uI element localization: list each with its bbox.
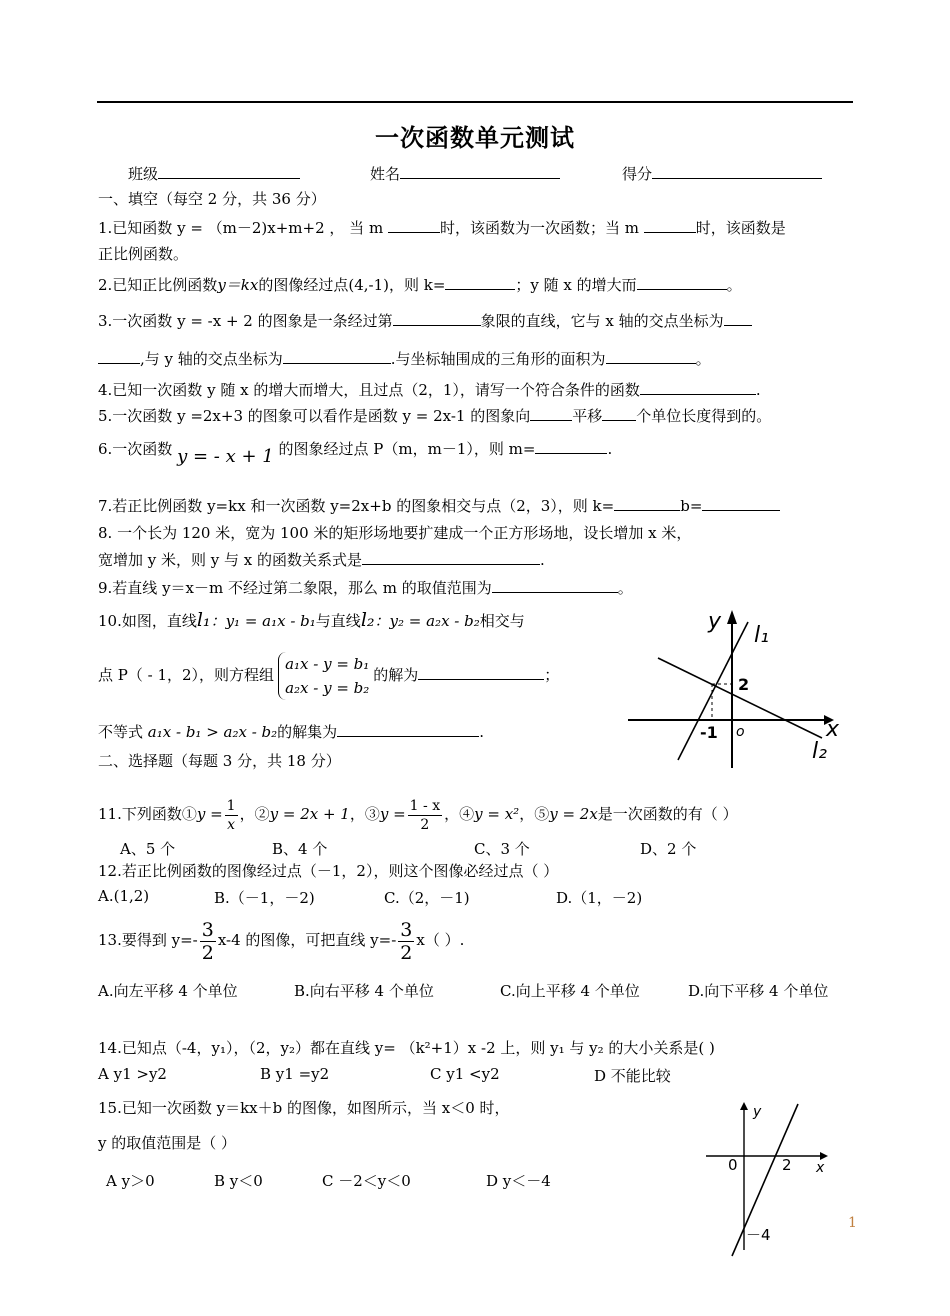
q14-option-b[interactable]: B y1 =y2 [260, 1065, 330, 1083]
q14-option-a[interactable]: A y1 >y2 [98, 1065, 167, 1083]
section-choice-heading: 二、选择题（每题 3 分，共 18 分） [98, 752, 341, 770]
q7-blank-k[interactable] [614, 494, 680, 511]
name-label: 姓名 [370, 165, 401, 183]
q10-blank-solution[interactable] [418, 663, 544, 680]
frac3-denominator: 2 [420, 816, 430, 833]
q13-option-d[interactable]: D.向下平移 4 个单位 [688, 982, 829, 1000]
q11-formula-5: y = 2x [549, 805, 598, 823]
frac1-denominator: x [227, 816, 236, 833]
frac3-numerator: 1 - x [409, 797, 441, 814]
name-field [370, 162, 560, 184]
q3-blank-area[interactable] [606, 347, 696, 364]
q13-option-b[interactable]: B.向右平移 4 个单位 [294, 982, 434, 1000]
q8-text-c: . [540, 551, 545, 569]
q4-blank[interactable] [640, 378, 756, 395]
fig1-tick-neg1: -1 [700, 723, 718, 742]
q11-option-d[interactable]: D、2 个 [640, 840, 697, 858]
q10-formula-1: ：y₁ = a₁x - b₁ [210, 612, 316, 630]
question-7 [98, 494, 780, 517]
fig1-y-arrow [727, 610, 737, 624]
q11-text-g: 是一次函数的有（ ） [597, 805, 738, 823]
q1-text-c: 时，该函数是 [695, 219, 786, 237]
top-rule [97, 101, 853, 103]
q6-formula: y = - x + 1 [177, 446, 274, 467]
fig2-x-intercept-label: 2 [782, 1156, 792, 1174]
class-label: 班级 [128, 165, 159, 183]
q10-text-b: 相交与 [479, 612, 525, 630]
q3-blank-x-intercept-b[interactable] [98, 347, 140, 364]
q15-option-c[interactable]: C －2＜y＜0 [322, 1172, 411, 1190]
q9-text-b: 。 [617, 579, 633, 597]
fig2-x-label: x [816, 1160, 825, 1176]
q11-option-c[interactable]: C、3 个 [474, 840, 530, 858]
q5-text-a: 5.一次函数 y =2x+3 的图象可以看作是函数 y = 2x-1 的图象向 [98, 407, 531, 425]
question-5 [98, 404, 771, 427]
q13-text-c: x（ ）. [416, 931, 465, 949]
q3-text-d: .与坐标轴围成的三角形的面积为 [390, 350, 606, 368]
figure-q15-line [702, 1098, 837, 1258]
q3-blank-quadrants[interactable] [393, 309, 481, 326]
q15-text-a: 15.已知一次函数 y＝kx＋b 的图像，如图所示，当 x＜0 时， [98, 1099, 510, 1117]
q3-blank-x-intercept-a[interactable] [724, 309, 752, 326]
section-fill-blank-heading: 一、填空（每空 2 分，共 36 分） [98, 190, 326, 208]
question-6 [98, 437, 613, 467]
q12-option-c[interactable]: C.（2，－1) [384, 889, 470, 907]
q12-text: 12.若正比例函数的图像经过点（－1，2），则这个图像必经过点（ ） [98, 862, 559, 880]
q5-blank-direction[interactable] [530, 404, 572, 421]
frac13a-numerator: 3 [201, 918, 214, 941]
question-1 [98, 216, 786, 239]
class-field [128, 162, 300, 184]
q6-text-a: 6.一次函数 [98, 440, 173, 458]
q10-text-e: ； [544, 666, 560, 684]
score-blank[interactable] [652, 162, 822, 179]
fig2-origin-label: 0 [728, 1156, 738, 1174]
q13-text-b: x-4 的图像，可把直线 y=- [217, 931, 397, 949]
fraction-3-over-2-a [200, 919, 216, 964]
question-9 [98, 576, 633, 599]
fraction-1-minus-x-over-2 [408, 797, 442, 834]
q11-text-a: 11.下列函数① [98, 805, 197, 823]
q14-text: 14.已知点（-4，y₁），（2，y₂）都在直线 y= （k²+1）x -2 上，则 y₁ 与 y₂ 的大小关系是( ) [98, 1039, 715, 1057]
q11-option-a[interactable]: A、5 个 [120, 840, 176, 858]
q1-text-d: 正比例函数。 [98, 245, 189, 263]
frac13b-denominator: 2 [400, 941, 413, 964]
fig2-y-intercept-label: －4 [746, 1226, 771, 1244]
question-8-cont [98, 548, 545, 571]
q11-option-b[interactable]: B、4 个 [272, 840, 328, 858]
q5-text-b: 平移 [572, 407, 603, 425]
figure-intersecting-lines [628, 600, 850, 770]
fig1-l2-label: l₂ [812, 739, 827, 764]
q10-line-l2: l₂ [360, 609, 375, 631]
q1-blank-2[interactable] [644, 216, 696, 233]
score-label: 得分 [622, 165, 653, 183]
question-11 [98, 794, 738, 834]
frac1-numerator: 1 [226, 797, 236, 814]
q13-option-c[interactable]: C.向上平移 4 个单位 [500, 982, 640, 1000]
fraction-3-over-2-b [398, 919, 414, 964]
q2-text-b: 的图像经过点(4,-1)，则 k= [258, 276, 446, 294]
fig2-x-arrow [820, 1152, 828, 1160]
q11-y-1: y = [196, 805, 223, 823]
q2-text-c: ；y 随 x 的增大而 [515, 276, 637, 294]
q15-option-b[interactable]: B y＜0 [214, 1172, 263, 1190]
q11-y-3: y = [379, 805, 406, 823]
q2-text-d: 。 [726, 276, 742, 294]
question-3 [98, 309, 752, 332]
q11-text-c: ，③ [349, 805, 380, 823]
question-4 [98, 378, 761, 401]
q10-text-d: 的解为 [373, 666, 419, 684]
q7-text-a: 7.若正比例函数 y=kx 和一次函数 y=2x+b 的图象相交与点（2，3），则 k= [98, 497, 615, 515]
question-10 [98, 609, 525, 632]
equation-2: a₂x - y = b₂ [285, 679, 370, 697]
q6-blank[interactable] [535, 437, 607, 454]
class-blank[interactable] [158, 162, 300, 179]
fig1-x-label: x [826, 717, 840, 742]
q5-blank-units[interactable] [602, 404, 636, 421]
q8-text-b: 宽增加 y 米，则 y 与 x 的函数关系式是 [98, 551, 363, 569]
q3-text-c: ,与 y 轴的交点坐标为 [140, 350, 283, 368]
q1-text-b: 时，该函数为一次函数；当 m [439, 219, 639, 237]
score-field [622, 162, 822, 184]
q8-blank[interactable] [362, 548, 540, 565]
question-3-cont [98, 347, 711, 370]
q9-blank[interactable] [492, 576, 618, 593]
q13-text-a: 13.要得到 y=- [98, 931, 198, 949]
frac13a-denominator: 2 [201, 941, 214, 964]
q10-formula-2: ：y₂ = a₂x - b₂ [374, 612, 480, 630]
q3-text-e: 。 [695, 350, 711, 368]
q4-text: 4.已知一次函数 y 随 x 的增大而增大，且过点（2，1），请写一个符合条件的函数 [98, 381, 640, 399]
q2-blank-trend[interactable] [637, 273, 727, 290]
page-title: 一次函数单元测试 [375, 123, 575, 152]
q7-blank-b[interactable] [702, 494, 780, 511]
fig1-tick-2: 2 [738, 675, 750, 694]
q1-text-a: 1.已知函数 y = （m－2)x+m+2 ， 当 m [98, 219, 384, 237]
q10-text-c: 点 P（ - 1，2），则方程组 [98, 666, 275, 684]
q12-option-d[interactable]: D.（1，－2) [556, 889, 643, 907]
q13-option-a[interactable]: A.向左平移 4 个单位 [98, 982, 238, 1000]
q11-formula-2: y = 2x + 1 [269, 805, 350, 823]
q12-option-b[interactable]: B.（－1，－2) [214, 889, 315, 907]
question-10-inequality [98, 720, 484, 743]
q6-text-c: . [607, 440, 613, 458]
q10-text-i: . [479, 723, 484, 741]
q11-text-e: ，⑤ [519, 805, 550, 823]
q12-option-a[interactable]: A.(1,2) [98, 887, 150, 905]
q10-line-l1: l₁ [196, 609, 211, 631]
q15-option-a[interactable]: A y＞0 [106, 1172, 155, 1190]
fig1-l1-label: l₁ [754, 623, 769, 648]
q10-text-m: 与直线 [315, 612, 361, 630]
q11-text-d: ，④ [444, 805, 475, 823]
q11-formula-4: y = x² [474, 805, 520, 823]
q10-text-g: 不等式 [98, 723, 144, 741]
q10-blank-inequality[interactable] [337, 720, 479, 737]
question-13 [98, 918, 464, 964]
q10-inequality: a₁x - b₁ > a₂x - b₂ [147, 723, 278, 741]
q2-formula: y＝kx [217, 276, 259, 294]
fig1-origin-label: o [736, 724, 745, 740]
frac13b-numerator: 3 [400, 918, 413, 941]
q15-text-b: y 的取值范围是（ ） [98, 1134, 237, 1152]
q10-text-a: 10.如图，直线 [98, 612, 197, 630]
question-2 [98, 273, 742, 296]
q9-text-a: 9.若直线 y＝x－m 不经过第二象限，那么 m 的取值范围为 [98, 579, 492, 597]
fig1-y-label: y [708, 609, 722, 634]
q10-text-h: 的解集为 [277, 723, 338, 741]
equation-1: a₁x - y = b₁ [285, 655, 370, 673]
q14-option-d[interactable]: D 不能比较 [594, 1067, 671, 1085]
q2-blank-k[interactable] [445, 273, 515, 290]
q15-option-d[interactable]: D y＜－4 [486, 1172, 551, 1190]
page-number: 1 [848, 1215, 857, 1231]
q11-text-b: ，② [239, 805, 270, 823]
question-10-system [98, 652, 559, 700]
name-blank[interactable] [400, 162, 560, 179]
q1-blank-1[interactable] [388, 216, 440, 233]
q3-blank-y-intercept[interactable] [283, 347, 391, 364]
q3-text-a: 3.一次函数 y = -x + 2 的图象是一条经过第 [98, 312, 393, 330]
q7-text-b: b= [680, 497, 703, 515]
q8-text-a: 8. 一个长为 120 米，宽为 100 米的矩形场地要扩建成一个正方形场地，设长增加 x 米， [98, 524, 692, 542]
q2-text-a: 2.已知正比例函数 [98, 276, 218, 294]
q5-text-c: 个单位长度得到的。 [636, 407, 772, 425]
fig2-y-arrow [740, 1102, 748, 1110]
fig2-y-label: y [753, 1104, 762, 1120]
fraction-1-over-x [225, 797, 238, 834]
equation-system [278, 652, 369, 700]
q4-text-end: . [755, 381, 761, 399]
q14-option-c[interactable]: C y1 <y2 [430, 1065, 500, 1083]
q6-text-b: 的图象经过点 P（m，m－1），则 m= [278, 440, 536, 458]
q3-text-b: 象限的直线，它与 x 轴的交点坐标为 [480, 312, 724, 330]
